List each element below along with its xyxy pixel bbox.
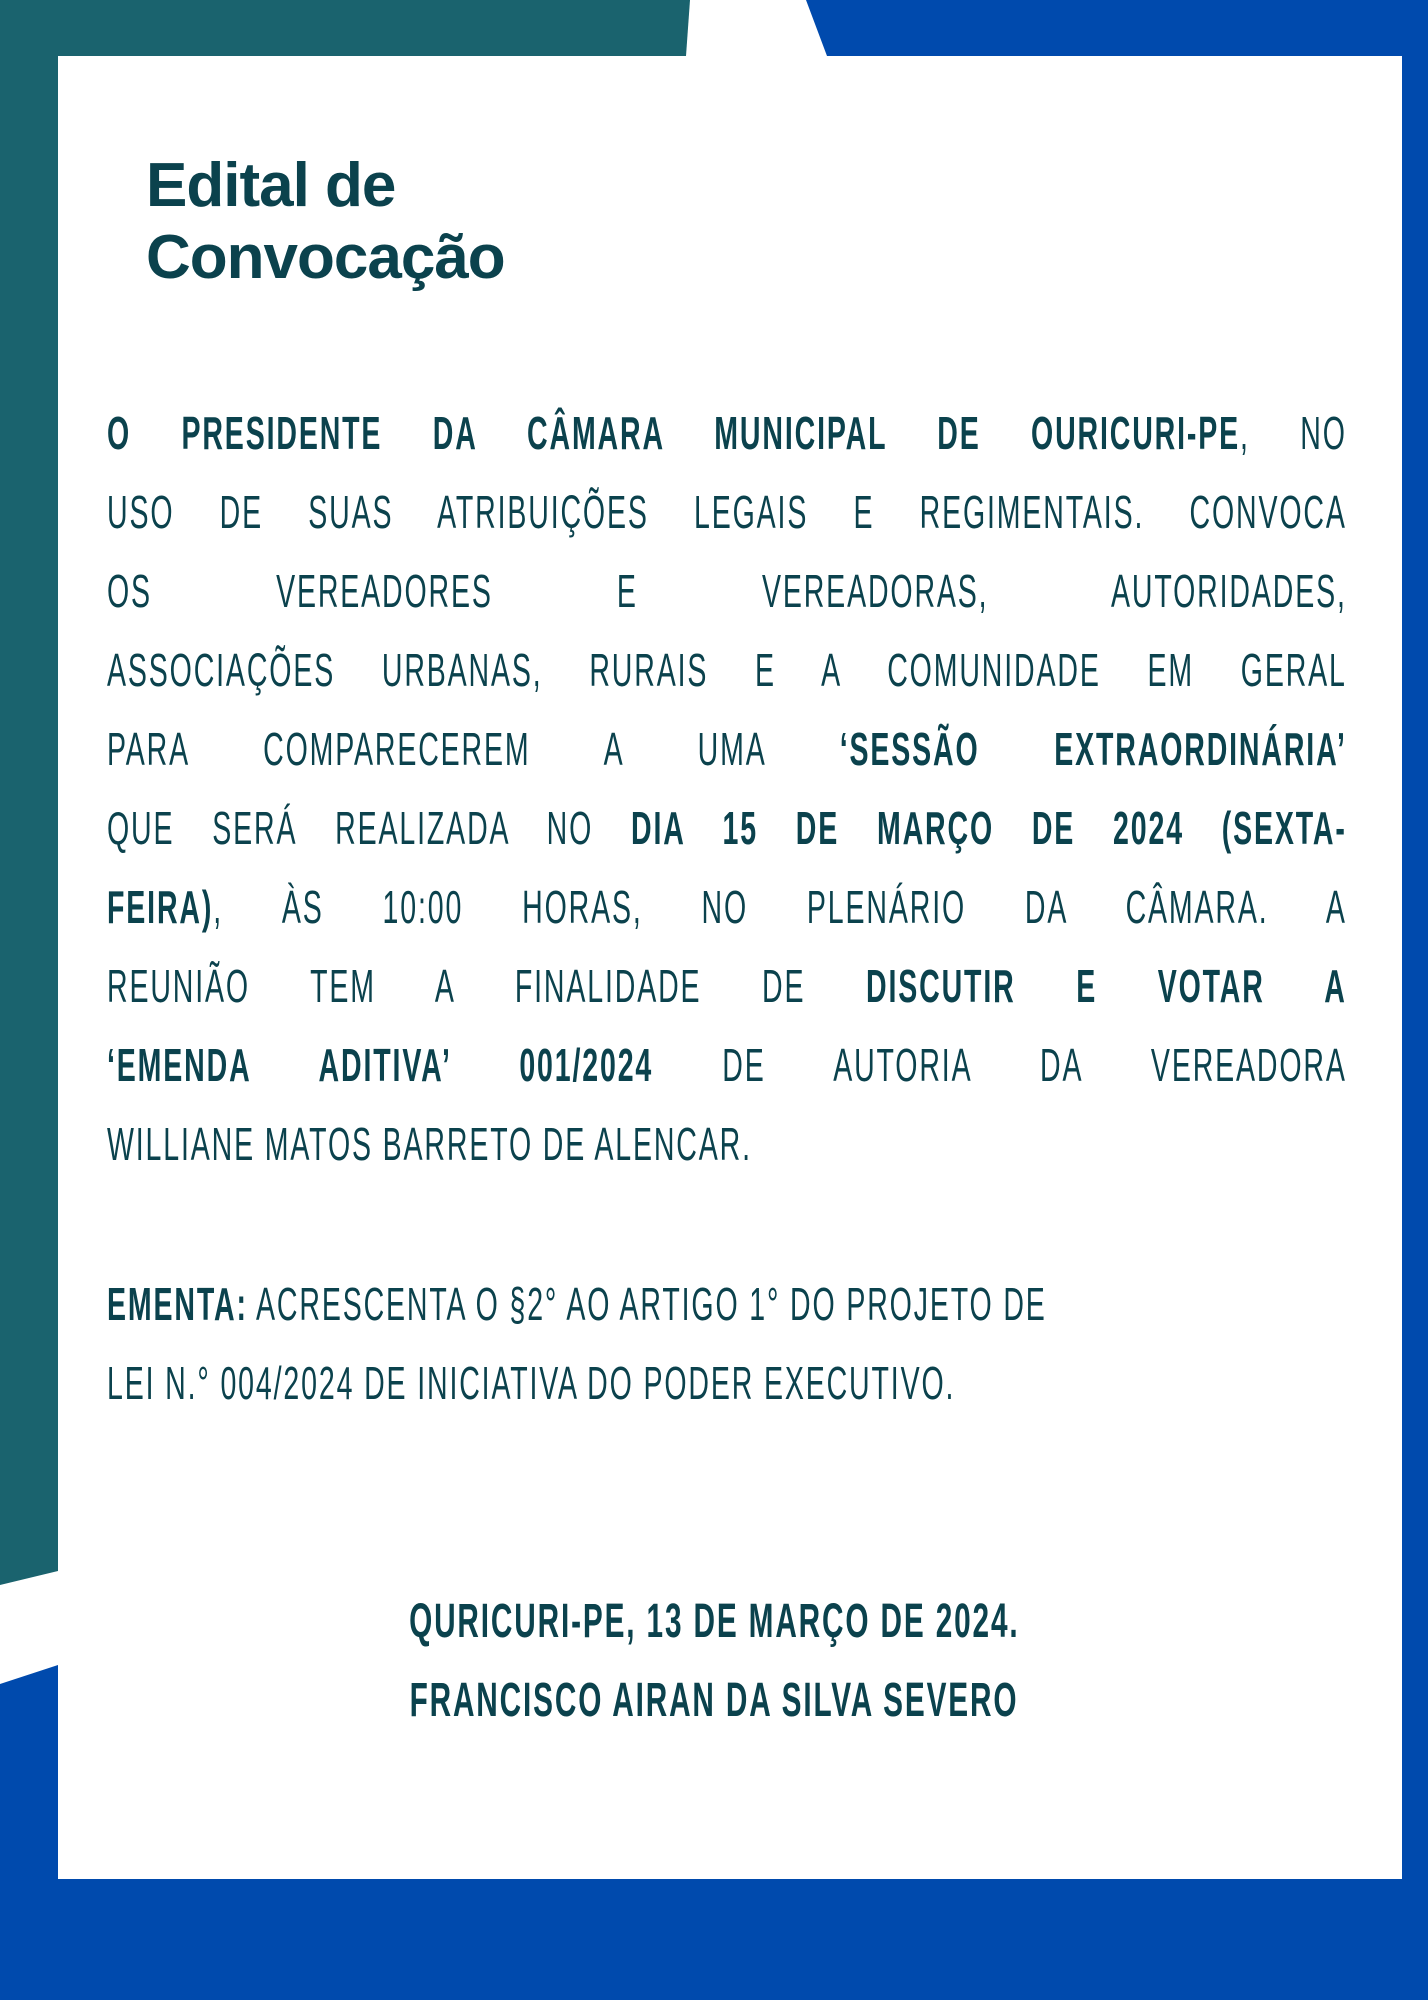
- title-line-2: Convocação: [146, 223, 505, 292]
- paragraph-line: PARA COMPARECEREM A UMA ‘SESSÃO EXTRAORDINÁRIA’: [107, 723, 1347, 775]
- paragraph-line: ‘EMENDA ADITIVA’ 001/2024 DE AUTORIA DA VEREADORA: [107, 1039, 1347, 1091]
- paragraph-line: QUE SERÁ REALIZADA NO DIA 15 DE MARÇO DE 2024 (SEXTA-: [107, 802, 1347, 854]
- paragraph-line: FEIRA), ÀS 10:00 HORAS, NO PLENÁRIO DA CÂMARA. A: [107, 881, 1347, 933]
- paragraph-line: USO DE SUAS ATRIBUIÇÕES LEGAIS E REGIMENTAIS. CONVOCA: [107, 486, 1347, 538]
- blue-top-band: [806, 0, 1428, 60]
- ementa-section: [107, 1265, 1349, 1423]
- paragraph-line: WILLIANE MATOS BARRETO DE ALENCAR.: [107, 1118, 752, 1170]
- ementa-line-1: EMENTA: ACRESCENTA O §2° AO ARTIGO 1° DO PROJETO DE: [107, 1278, 1047, 1330]
- convocation-paragraph: [107, 394, 1349, 1184]
- signature-name: FRANCISCO AIRAN DA SILVA SEVERO: [409, 1674, 1019, 1727]
- ementa-line-2: LEI N.° 004/2024 DE INICIATIVA DO PODER EXECUTIVO.: [107, 1357, 956, 1409]
- paragraph-line: O PRESIDENTE DA CÂMARA MUNICIPAL DE OURICURI-PE, NO: [107, 407, 1347, 459]
- paragraph-line: ASSOCIAÇÕES URBANAS, RURAIS E A COMUNIDADE EM GERAL: [107, 644, 1347, 696]
- ementa-label: EMENTA:: [107, 1278, 248, 1330]
- blue-bottom-band: [0, 1879, 1428, 2000]
- title-line-1: Edital de: [146, 151, 396, 220]
- page-title: [146, 150, 505, 294]
- signature-place-date: QURICURI-PE, 13 DE MARÇO DE 2024.: [408, 1595, 1020, 1648]
- teal-left-band: [0, 0, 58, 1585]
- paragraph-line: OS VEREADORES E VEREADORAS, AUTORIDADES,: [107, 565, 1347, 617]
- paragraph-line: REUNIÃO TEM A FINALIDADE DE DISCUTIR E VOTAR A: [107, 960, 1347, 1012]
